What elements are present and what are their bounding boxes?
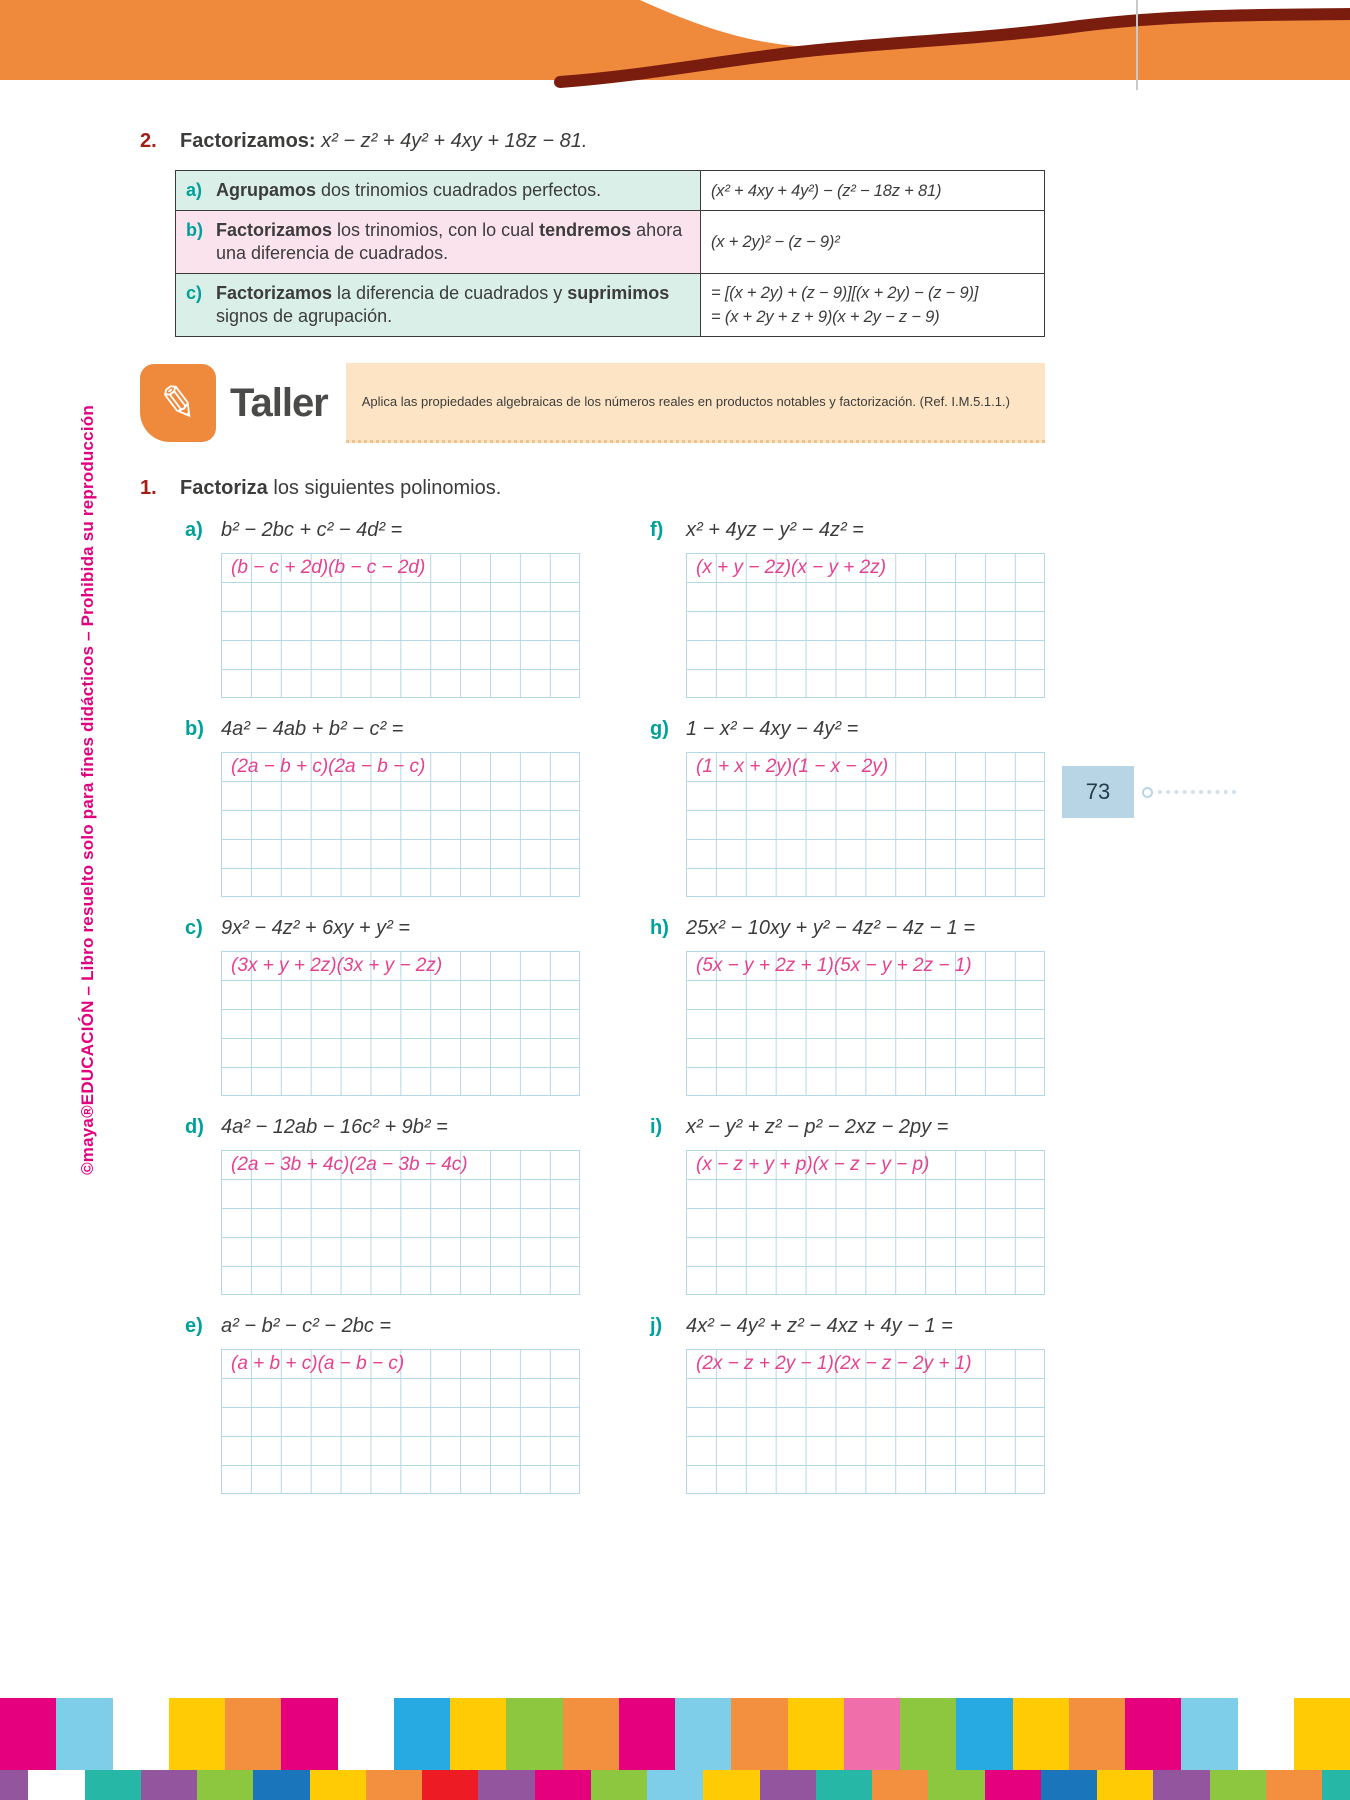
exercise-problem: 4a² − 4ab + b² − c² =	[221, 718, 404, 740]
example-lead	[180, 128, 587, 154]
exercise-answer: (2a − 3b + 4c)(2a − 3b − 4c)	[231, 1154, 468, 1175]
taller-description: Aplica las propiedades algebraicas de los números reales en productos notables y factorización. (Ref. I.M.5.1.1.)	[346, 363, 1045, 443]
exercise-label: d)	[185, 1116, 204, 1138]
example-number: 2.	[140, 130, 157, 152]
exercise-label: g)	[650, 718, 669, 740]
page-number: 73	[1062, 766, 1134, 818]
answer-grid-e	[221, 1349, 580, 1494]
step-math: (x² + 4xy + 4y²) − (z² − 18z + 81)	[711, 181, 942, 200]
worked-example-heading	[140, 128, 1045, 154]
exercise-problem: 4a² − 12ab − 16c² + 9b² =	[221, 1116, 448, 1138]
exercise-answer: (2a − b + c)(2a − b − c)	[231, 756, 426, 777]
exercise-item-b	[185, 716, 580, 897]
step-math: = [(x + 2y) + (z − 9)][(x + 2y) − (z − 9)]	[711, 284, 979, 302]
taller-title: Taller	[230, 380, 328, 425]
exercise-problem: a² − b² − c² − 2bc =	[221, 1315, 392, 1337]
header-wave	[0, 0, 1350, 96]
exercise-number: 1.	[140, 477, 157, 499]
exercise-item-j	[650, 1313, 1045, 1494]
step-row-a	[176, 171, 1045, 211]
exercise-answer: (1 + x + 2y)(1 − x − 2y)	[696, 756, 889, 777]
step-math: (x + 2y)² − (z − 9)²	[711, 233, 840, 251]
exercise-label: c)	[185, 917, 203, 939]
step-text: Factorizamos la diferencia de cuadrados y suprimimos signos de agrupación.	[216, 283, 670, 326]
page-number-tab	[1062, 766, 1236, 818]
exercise-label: a)	[185, 519, 203, 541]
example-lead-math: x² − z² + 4y² + 4xy + 18z − 81.	[321, 130, 588, 152]
exercise-item-f	[650, 517, 1045, 698]
exercise-answer: (3x + y + 2z)(3x + y − 2z)	[231, 955, 443, 976]
exercise-item-e	[185, 1313, 580, 1494]
exercise-problem: 25x² − 10xy + y² − 4z² − 4z − 1 =	[686, 917, 976, 939]
answer-grid-a	[221, 553, 580, 698]
exercise-answer: (2x − z + 2y − 1)(2x − z − 2y + 1)	[696, 1353, 972, 1374]
exercise-label: i)	[650, 1116, 663, 1138]
pencil-icon: ✎	[140, 364, 216, 442]
exercise-instruction: Factoriza los siguientes polinomios.	[180, 477, 502, 499]
exercise-item-h	[650, 915, 1045, 1096]
exercise-answer: (x + y − 2z)(x − y + 2z)	[696, 557, 887, 578]
footer-color-band	[0, 1698, 1350, 1800]
taller-strip	[140, 361, 1045, 445]
answer-grid-f	[686, 553, 1045, 698]
exercise-problem: 4x² − 4y² + z² − 4xz + 4y − 1 =	[686, 1315, 953, 1337]
exercise-answer: (x − z + y + p)(x − z − y − p)	[696, 1154, 930, 1175]
exercise-problem: b² − 2bc + c² − 4d² =	[221, 519, 403, 541]
exercise-item-g	[650, 716, 1045, 897]
step-text: Factorizamos los trinomios, con lo cual tendremos ahora una diferencia de cuadrados.	[216, 220, 683, 263]
step-row-b	[176, 211, 1045, 274]
exercise-label: b)	[185, 718, 204, 740]
answer-grid-j	[686, 1349, 1045, 1494]
exercise-problem: x² − y² + z² − p² − 2xz − 2py =	[686, 1116, 949, 1138]
exercise-answer: (a + b + c)(a − b − c)	[231, 1353, 405, 1374]
copyright-text: – Libro resuelto solo para fines didácticos – Prohibida su reproducción	[78, 405, 97, 1001]
exercise-heading	[140, 475, 1045, 501]
step-label: b)	[186, 220, 203, 240]
exercise-answer: (5x − y + 2z + 1)(5x − y + 2z − 1)	[696, 955, 972, 976]
page-content	[140, 128, 1045, 1494]
exercise-problem: x² + 4yz − y² − 4z² =	[686, 519, 864, 541]
exercise-item-i	[650, 1114, 1045, 1295]
answer-grid-i	[686, 1150, 1045, 1295]
example-lead-verb: Factorizamos:	[180, 130, 316, 152]
exercise-problem: 9x² − 4z² + 6xy + y² =	[221, 917, 410, 939]
answer-grid-g	[686, 752, 1045, 897]
footer-band-bottom	[0, 1770, 1350, 1800]
answer-grid-b	[221, 752, 580, 897]
exercise-item-d	[185, 1114, 580, 1295]
page-dotted-line	[1158, 790, 1236, 794]
exercise-item-a	[185, 517, 580, 698]
step-label: a)	[186, 180, 203, 200]
answer-grid-h	[686, 951, 1045, 1096]
header-corner-line	[1136, 0, 1138, 90]
publisher-logo: ©maya®EDUCACIÓN	[78, 1000, 97, 1175]
exercise-label: f)	[650, 519, 664, 541]
exercise-label: h)	[650, 917, 669, 939]
exercise-item-c	[185, 915, 580, 1096]
page-dot	[1142, 787, 1153, 798]
exercise-grid	[185, 517, 1045, 1494]
step-math: = (x + 2y + z + 9)(x + 2y − z − 9)	[711, 308, 940, 326]
worked-example-table	[175, 170, 1045, 337]
exercise-label: e)	[185, 1315, 203, 1337]
copyright-notice	[78, 405, 98, 1175]
exercise-label: j)	[650, 1315, 663, 1337]
exercise-answer: (b − c + 2d)(b − c − 2d)	[231, 557, 426, 578]
exercise-problem: 1 − x² − 4xy − 4y² =	[686, 718, 859, 740]
step-row-c	[176, 274, 1045, 337]
footer-band-top	[0, 1698, 1350, 1770]
step-text: Agrupamos dos trinomios cuadrados perfectos.	[216, 180, 602, 200]
answer-grid-d	[221, 1150, 580, 1295]
answer-grid-c	[221, 951, 580, 1096]
step-label: c)	[186, 283, 203, 303]
